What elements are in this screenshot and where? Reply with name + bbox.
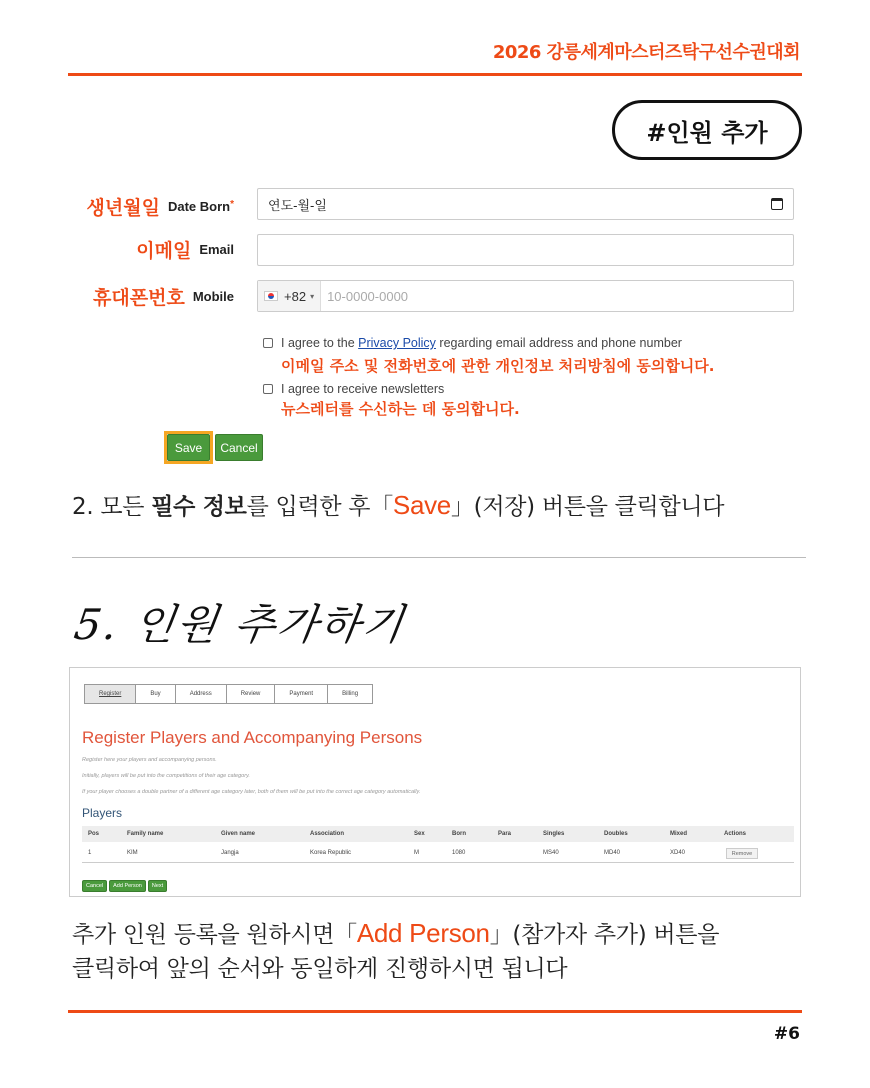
date-born-value: 연도-월-일	[268, 197, 327, 213]
step-payment[interactable]: Payment	[275, 684, 328, 704]
date-born-label	[87, 193, 234, 219]
remove-button[interactable]: Remove	[726, 848, 758, 859]
date-born-en: Date Born*	[167, 198, 234, 214]
document-title: 2026 강릉세계마스터즈탁구선수권대회	[492, 42, 800, 63]
email-input[interactable]	[257, 234, 794, 266]
privacy-policy-link[interactable]: Privacy Policy	[358, 336, 436, 350]
email-ko: 이메일	[136, 239, 192, 262]
step-register[interactable]: Register	[84, 684, 136, 704]
save-button[interactable]: Save	[167, 434, 210, 461]
page-number: #6	[773, 1024, 800, 1044]
privacy-label: I agree to the Privacy Policy regarding email address and phone number	[281, 336, 682, 350]
cancel-button[interactable]: Cancel	[215, 434, 263, 461]
step-buy[interactable]: Buy	[136, 684, 175, 704]
intro-line-2: Initially, players will be put into the competitions of their age category.	[82, 773, 250, 779]
mobile-placeholder: 10-0000-0000	[327, 288, 409, 304]
mobile-input[interactable]	[257, 280, 794, 312]
cancel-small-button[interactable]: Cancel	[82, 880, 107, 892]
intro-line-1: Register here your players and accompanying persons.	[82, 757, 217, 763]
chevron-down-icon: ▾	[310, 291, 315, 301]
email-en: Email	[199, 241, 234, 257]
register-title: Register Players and Accompanying Persons	[82, 728, 423, 747]
newsletter-label: I agree to receive newsletters	[281, 382, 445, 396]
date-born-input[interactable]	[257, 188, 794, 220]
section-tag: #인원 추가	[612, 100, 802, 160]
intro-line-3: If your player chooses a double partner of a different age category later, both of them will be put into the correct age category automatically.	[82, 789, 421, 795]
privacy-checkbox-row	[263, 336, 682, 350]
newsletter-note: 뉴스레터를 수신하는 데 동의합니다.	[281, 400, 520, 418]
next-button[interactable]: Next	[148, 880, 167, 892]
privacy-checkbox[interactable]	[263, 338, 273, 348]
newsletter-checkbox-row	[263, 382, 444, 396]
mobile-en: Mobile	[192, 288, 234, 304]
players-heading: Players	[82, 806, 123, 820]
save-highlight	[164, 431, 213, 464]
date-born-ko: 생년월일	[86, 196, 160, 219]
mobile-ko: 휴대폰번호	[93, 286, 185, 309]
email-label	[136, 236, 234, 262]
registration-screenshot	[69, 667, 801, 897]
add-person-instruction: 추가 인원 등록을 원하시면「Add Person」(참가자 추가) 버튼을 클릭하여 앞의 순서와 동일하게 진행하시면 됩니다	[72, 918, 720, 982]
calendar-icon[interactable]	[771, 198, 783, 210]
newsletter-checkbox[interactable]	[263, 384, 273, 394]
step-address[interactable]: Address	[176, 684, 227, 704]
step-review[interactable]: Review	[227, 684, 276, 704]
step2-instruction: 2. 모든 필수 정보를 입력한 후「Save」(저장) 버튼을 클릭합니다	[72, 490, 725, 520]
top-rule	[68, 73, 802, 76]
section-heading: 5. 인원 추가하기	[71, 600, 409, 649]
bottom-rule	[68, 1010, 802, 1013]
divider	[72, 557, 806, 558]
country-code-select[interactable]: +82 ▾	[258, 281, 321, 311]
mobile-label	[93, 283, 234, 309]
korea-flag-icon	[264, 291, 278, 301]
privacy-note: 이메일 주소 및 전화번호에 관한 개인정보 처리방침에 동의합니다.	[281, 357, 715, 375]
screenshot-buttons	[82, 880, 167, 892]
players-table-header: Pos Family name Given name Association Sex Born Para Singles Doubles Mixed Actions	[82, 826, 794, 842]
table-row: 1 KIM Jangja Korea Republic M 1080 MS40 MD40 XD40 Remove	[82, 845, 794, 863]
step-billing[interactable]: Billing	[328, 684, 373, 704]
add-person-button[interactable]: Add Person	[109, 880, 146, 892]
step-breadcrumb	[84, 684, 373, 704]
